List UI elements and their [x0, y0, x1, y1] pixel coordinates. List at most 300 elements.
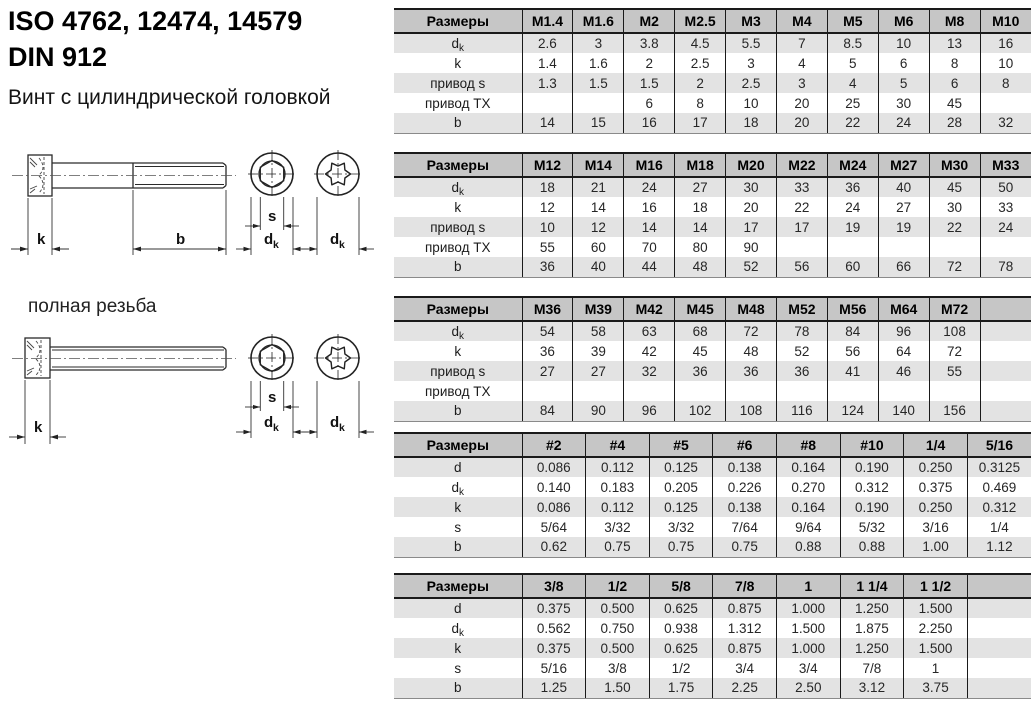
- table-cell: 64: [878, 341, 929, 361]
- table-cell: [980, 93, 1031, 113]
- dim-label-dk-sub: k: [339, 239, 345, 251]
- row-label: [394, 618, 522, 638]
- row-label-subscript: k: [459, 627, 464, 639]
- row-label: [394, 477, 522, 497]
- table-cell: 1.4: [522, 53, 573, 73]
- table-cell: 10: [522, 217, 573, 237]
- table-cell: 14: [573, 197, 624, 217]
- column-header: M27: [878, 153, 929, 177]
- table-cell: 0.190: [840, 497, 904, 517]
- table-cell: 10: [878, 33, 929, 53]
- table-cell: 36: [675, 361, 726, 381]
- table-cell: 124: [827, 401, 878, 421]
- table-cell: [522, 93, 573, 113]
- table-row: [394, 537, 1031, 557]
- table-cell: 0.75: [649, 537, 713, 557]
- table-cell: 2.250: [904, 618, 968, 638]
- hex-socket-end-view: [248, 150, 296, 199]
- column-header: M36: [522, 297, 573, 321]
- table-cell: 108: [726, 401, 777, 421]
- table-cell: 12: [573, 217, 624, 237]
- dim-label-dk-sub: k: [273, 239, 279, 251]
- table-cell: 25: [827, 93, 878, 113]
- row-label: [394, 341, 522, 361]
- dim-label-dk: d: [330, 414, 340, 431]
- table-cell: 17: [675, 113, 726, 133]
- column-header: 1/4: [904, 433, 968, 457]
- column-header: M4: [776, 9, 827, 33]
- table-cell: 0.625: [649, 638, 713, 658]
- column-header: M39: [573, 297, 624, 321]
- dim-label-k: k: [34, 419, 43, 436]
- table-row: [394, 457, 1031, 477]
- table-cell: 24: [878, 113, 929, 133]
- spec-table-metric-large: [394, 296, 1031, 422]
- table-cell: 0.270: [777, 477, 841, 497]
- table-cell: [726, 381, 777, 401]
- table-cell: [967, 678, 1031, 698]
- dim-label-k: k: [37, 231, 46, 248]
- table-cell: 90: [726, 237, 777, 257]
- row-label-text: k: [454, 55, 462, 71]
- column-header: M8: [929, 9, 980, 33]
- table-cell: 0.250: [904, 497, 968, 517]
- table-cell: 6: [929, 73, 980, 93]
- table-cell: 9/64: [777, 517, 841, 537]
- table-cell: 0.138: [713, 457, 777, 477]
- column-header: [967, 574, 1031, 598]
- table-cell: 140: [878, 401, 929, 421]
- row-label: [394, 598, 522, 618]
- table-cell: 72: [929, 341, 980, 361]
- row-label: [394, 401, 522, 421]
- table-cell: 48: [726, 341, 777, 361]
- table-cell: 4: [827, 73, 878, 93]
- table-cell: [980, 361, 1031, 381]
- table-cell: [980, 401, 1031, 421]
- row-label: [394, 638, 522, 658]
- table-cell: 42: [624, 341, 675, 361]
- page-subtitle: Винт с цилиндрической головкой: [8, 86, 331, 109]
- table-cell: 5: [878, 73, 929, 93]
- table-cell: [929, 381, 980, 401]
- table-cell: [878, 381, 929, 401]
- table-cell: 1.000: [777, 598, 841, 618]
- column-header: 1: [777, 574, 841, 598]
- row-label-text: d: [451, 180, 459, 195]
- row-label: [394, 658, 522, 678]
- table-cell: 84: [827, 321, 878, 341]
- table-cell: 36: [522, 341, 573, 361]
- table-cell: 2.25: [713, 678, 777, 698]
- column-header: M18: [675, 153, 726, 177]
- table-cell: 30: [929, 197, 980, 217]
- table-cell: 1.3: [522, 73, 573, 93]
- row-label: [394, 73, 522, 93]
- column-header: #4: [586, 433, 650, 457]
- table-cell: 2.5: [726, 73, 777, 93]
- row-label: [394, 93, 522, 113]
- column-header: M48: [726, 297, 777, 321]
- column-header: M1.6: [573, 9, 624, 33]
- table-cell: 78: [980, 257, 1031, 277]
- table-cell: 10: [726, 93, 777, 113]
- dimension-lines: [9, 380, 374, 444]
- table-cell: 8.5: [827, 33, 878, 53]
- dimension-lines: [11, 190, 374, 255]
- table-cell: 27: [878, 197, 929, 217]
- column-header: M5: [827, 9, 878, 33]
- column-header: 1/2: [586, 574, 650, 598]
- table-cell: 60: [573, 237, 624, 257]
- row-label-subscript: k: [459, 486, 464, 498]
- table-header-label: Размеры: [394, 574, 522, 598]
- row-label-subscript: k: [459, 43, 464, 54]
- dim-label-s: s: [268, 208, 277, 225]
- column-header: M3: [726, 9, 777, 33]
- table-cell: [776, 237, 827, 257]
- column-header: 5/16: [967, 433, 1031, 457]
- table-cell: 18: [522, 177, 573, 197]
- table-cell: 0.190: [840, 457, 904, 477]
- table-cell: 2.5: [675, 53, 726, 73]
- table-cell: 3.12: [840, 678, 904, 698]
- table-cell: 78: [776, 321, 827, 341]
- table-cell: 46: [878, 361, 929, 381]
- table-cell: 39: [573, 341, 624, 361]
- table-row: [394, 33, 1031, 53]
- column-header: #5: [649, 433, 713, 457]
- row-label-text: b: [453, 403, 462, 419]
- table-cell: 1.25: [522, 678, 586, 698]
- table-cell: 1.5: [573, 73, 624, 93]
- table-cell: 18: [675, 197, 726, 217]
- table-cell: 10: [980, 53, 1031, 73]
- spec-table-metric-medium: [394, 152, 1031, 278]
- table-cell: 0.140: [522, 477, 586, 497]
- table-cell: [980, 237, 1031, 257]
- table-row: [394, 53, 1031, 73]
- table-cell: 0.138: [713, 497, 777, 517]
- column-header: M45: [675, 297, 726, 321]
- table-cell: 3: [573, 33, 624, 53]
- table-cell: 45: [929, 177, 980, 197]
- table-cell: 0.375: [522, 638, 586, 658]
- table-cell: 24: [624, 177, 675, 197]
- table-cell: 17: [776, 217, 827, 237]
- dim-label-dk: d: [330, 231, 340, 248]
- table-row: [394, 658, 1031, 678]
- table-cell: 1.500: [777, 618, 841, 638]
- table-cell: 5/32: [840, 517, 904, 537]
- table-cell: [827, 237, 878, 257]
- table-cell: [878, 237, 929, 257]
- table-header-label: Размеры: [394, 433, 522, 457]
- table-cell: 0.312: [840, 477, 904, 497]
- column-header: 1 1/4: [840, 574, 904, 598]
- table-cell: 0.125: [649, 457, 713, 477]
- dim-label-b: b: [176, 231, 186, 248]
- column-header: M12: [522, 153, 573, 177]
- dim-label-s: s: [268, 389, 277, 406]
- table-cell: 0.164: [777, 497, 841, 517]
- row-label: [394, 113, 522, 133]
- table-cell: [980, 321, 1031, 341]
- table-cell: 33: [980, 197, 1031, 217]
- table-cell: 3: [776, 73, 827, 93]
- table-row: [394, 113, 1031, 133]
- table-cell: [967, 658, 1031, 678]
- table-cell: 3.75: [904, 678, 968, 698]
- table-cell: 12: [522, 197, 573, 217]
- row-label-text: k: [454, 499, 462, 515]
- table-cell: 6: [624, 93, 675, 113]
- row-label: [394, 257, 522, 277]
- row-label-text: привод s: [430, 75, 486, 91]
- table-cell: 0.112: [586, 497, 650, 517]
- table-cell: [573, 93, 624, 113]
- table-cell: 0.75: [586, 537, 650, 557]
- table-cell: 0.086: [522, 457, 586, 477]
- table-cell: 1.312: [713, 618, 777, 638]
- table-row: [394, 197, 1031, 217]
- table-cell: 72: [726, 321, 777, 341]
- torx-end-view: [314, 334, 362, 383]
- table-cell: 3/4: [777, 658, 841, 678]
- column-header: #8: [777, 433, 841, 457]
- table-cell: 68: [675, 321, 726, 341]
- table-cell: 32: [980, 113, 1031, 133]
- table-header-label: Размеры: [394, 9, 522, 33]
- table-cell: 16: [624, 113, 675, 133]
- table-cell: 0.875: [713, 598, 777, 618]
- column-header: M16: [624, 153, 675, 177]
- table-cell: 45: [675, 341, 726, 361]
- table-cell: 52: [776, 341, 827, 361]
- table-cell: [967, 598, 1031, 618]
- table-cell: 90: [573, 401, 624, 421]
- screw-side-view: [25, 338, 226, 378]
- table-cell: 63: [624, 321, 675, 341]
- table-cell: 84: [522, 401, 573, 421]
- table-cell: 0.625: [649, 598, 713, 618]
- table-header-label: Размеры: [394, 297, 522, 321]
- table-row: [394, 341, 1031, 361]
- column-header: M14: [573, 153, 624, 177]
- row-label-text: привод TX: [425, 239, 491, 255]
- row-label-text: b: [453, 115, 462, 131]
- column-header: M22: [776, 153, 827, 177]
- table-cell: 4.5: [675, 33, 726, 53]
- table-cell: 33: [776, 177, 827, 197]
- table-cell: 2: [675, 73, 726, 93]
- table-cell: 0.205: [649, 477, 713, 497]
- table-cell: 56: [776, 257, 827, 277]
- table-cell: 22: [929, 217, 980, 237]
- table-cell: 17: [726, 217, 777, 237]
- table-cell: [827, 381, 878, 401]
- row-label-text: k: [454, 343, 462, 359]
- column-header: M2.5: [675, 9, 726, 33]
- table-cell: 0.312: [967, 497, 1031, 517]
- table-cell: [967, 638, 1031, 658]
- table-cell: 36: [726, 361, 777, 381]
- table-cell: 0.88: [840, 537, 904, 557]
- table-cell: 0.125: [649, 497, 713, 517]
- table-cell: 8: [929, 53, 980, 73]
- table-cell: 7/8: [840, 658, 904, 678]
- column-header: M20: [726, 153, 777, 177]
- dim-label-dk-sub: k: [339, 422, 345, 434]
- table-cell: 5/16: [522, 658, 586, 678]
- table-cell: 60: [827, 257, 878, 277]
- table-cell: 44: [624, 257, 675, 277]
- dimension-arrows: [17, 405, 367, 440]
- table-cell: 5: [827, 53, 878, 73]
- table-cell: 32: [624, 361, 675, 381]
- dim-label-dk: d: [264, 231, 274, 248]
- table-cell: 66: [878, 257, 929, 277]
- torx-end-view: [314, 150, 362, 199]
- column-header: M42: [624, 297, 675, 321]
- table-cell: 96: [878, 321, 929, 341]
- row-label-text: привод s: [430, 363, 486, 379]
- table-cell: 55: [929, 361, 980, 381]
- table-row: [394, 678, 1031, 698]
- table-cell: 0.226: [713, 477, 777, 497]
- dim-label-dk-sub: k: [273, 422, 279, 434]
- row-label-text: d: [451, 36, 459, 51]
- dimension-arrows: [20, 224, 367, 252]
- table-cell: 0.62: [522, 537, 586, 557]
- table-cell: 96: [624, 401, 675, 421]
- table-cell: 0.562: [522, 618, 586, 638]
- row-label: [394, 33, 522, 53]
- table-cell: 20: [776, 113, 827, 133]
- table-cell: 20: [726, 197, 777, 217]
- table-cell: 24: [827, 197, 878, 217]
- column-header: #2: [522, 433, 586, 457]
- column-header: M2: [624, 9, 675, 33]
- screw-drawing-full-thread: [8, 328, 388, 460]
- table-row: [394, 217, 1031, 237]
- column-header: M72: [929, 297, 980, 321]
- table-cell: 3/8: [586, 658, 650, 678]
- table-cell: 1/2: [649, 658, 713, 678]
- table-row: [394, 401, 1031, 421]
- table-cell: 27: [675, 177, 726, 197]
- table-cell: [624, 381, 675, 401]
- column-header: M33: [980, 153, 1031, 177]
- row-label: [394, 361, 522, 381]
- table-row: [394, 257, 1031, 277]
- table-cell: 0.75: [713, 537, 777, 557]
- row-label-text: d: [453, 460, 462, 475]
- table-cell: 36: [522, 257, 573, 277]
- spec-table-inch-small: [394, 432, 1031, 558]
- row-label-text: привод TX: [425, 383, 491, 399]
- table-cell: 16: [624, 197, 675, 217]
- table-cell: 30: [878, 93, 929, 113]
- table-cell: [980, 381, 1031, 401]
- table-cell: 0.112: [586, 457, 650, 477]
- table-cell: 54: [522, 321, 573, 341]
- row-label-text: привод TX: [425, 95, 491, 111]
- spec-table-inch-large: [394, 573, 1031, 699]
- table-row: [394, 638, 1031, 658]
- table-cell: 1.000: [777, 638, 841, 658]
- table-cell: 40: [878, 177, 929, 197]
- table-cell: 20: [776, 93, 827, 113]
- column-header: M64: [878, 297, 929, 321]
- table-cell: [967, 618, 1031, 638]
- table-cell: 7/64: [713, 517, 777, 537]
- table-cell: 40: [573, 257, 624, 277]
- table-cell: 30: [726, 177, 777, 197]
- table-row: [394, 497, 1031, 517]
- table-cell: 13: [929, 33, 980, 53]
- table-cell: 50: [980, 177, 1031, 197]
- table-cell: 2.50: [777, 678, 841, 698]
- table-cell: 56: [827, 341, 878, 361]
- table-cell: 2: [624, 53, 675, 73]
- table-cell: 19: [878, 217, 929, 237]
- column-header: M24: [827, 153, 878, 177]
- table-cell: 0.469: [967, 477, 1031, 497]
- table-cell: 14: [624, 217, 675, 237]
- column-header: M1.4: [522, 9, 573, 33]
- table-cell: 1.250: [840, 598, 904, 618]
- row-label: [394, 177, 522, 197]
- table-cell: 0.183: [586, 477, 650, 497]
- table-cell: 1.50: [586, 678, 650, 698]
- table-cell: 41: [827, 361, 878, 381]
- table-cell: 21: [573, 177, 624, 197]
- table-cell: 80: [675, 237, 726, 257]
- table-cell: 28: [929, 113, 980, 133]
- row-label: [394, 678, 522, 698]
- table-cell: 3/4: [713, 658, 777, 678]
- table-cell: 52: [726, 257, 777, 277]
- column-header: M30: [929, 153, 980, 177]
- row-label: [394, 53, 522, 73]
- row-label: [394, 537, 522, 557]
- row-label-text: b: [453, 539, 462, 555]
- table-cell: 0.250: [904, 457, 968, 477]
- row-label-text: привод s: [430, 219, 486, 235]
- table-cell: 0.375: [904, 477, 968, 497]
- table-cell: 2.6: [522, 33, 573, 53]
- table-cell: 3/32: [586, 517, 650, 537]
- row-label: [394, 217, 522, 237]
- table-cell: 36: [827, 177, 878, 197]
- row-label-text: b: [453, 680, 462, 696]
- table-cell: 58: [573, 321, 624, 341]
- row-label-text: b: [453, 259, 462, 275]
- standards-line: ISO 4762, 12474, 14579: [8, 6, 303, 36]
- table-cell: 0.938: [649, 618, 713, 638]
- table-cell: 1/4: [967, 517, 1031, 537]
- table-row: [394, 598, 1031, 618]
- table-cell: [776, 381, 827, 401]
- row-label-text: k: [454, 640, 462, 656]
- table-cell: 27: [573, 361, 624, 381]
- table-cell: 18: [726, 113, 777, 133]
- table-cell: 0.164: [777, 457, 841, 477]
- table-row: [394, 517, 1031, 537]
- table-cell: 0.500: [586, 598, 650, 618]
- page-title: [8, 4, 302, 75]
